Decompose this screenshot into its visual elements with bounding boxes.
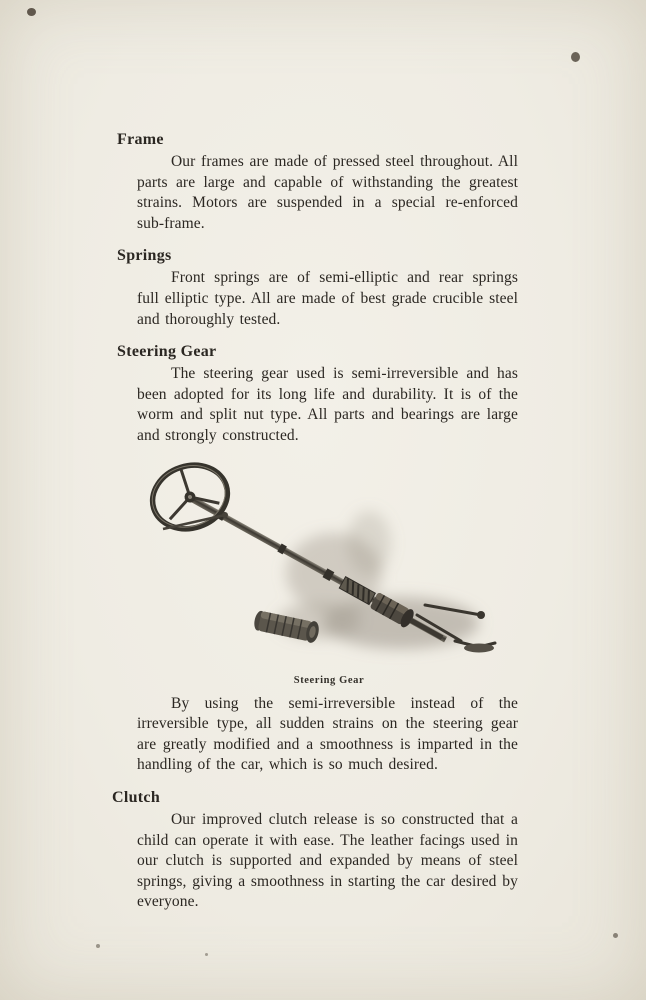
steering-gear-figure <box>129 455 529 686</box>
scan-speck <box>96 944 100 948</box>
bracket-base <box>464 643 494 652</box>
section-paragraph-clutch: Our improved clutch release is so constructed that a child can operate it with ease. The leather facings used in our clutch is supported and expanded by means of steel springs, giving a smoothness in starting the car desired by everyone. <box>137 810 518 911</box>
section-heading-springs: Springs <box>117 247 172 265</box>
section-clutch <box>112 788 520 913</box>
section-paragraph-springs: Front springs are of semi-elliptic and rear springs full elliptic type. All are made of best grade crucible steel and thoroughly tested. <box>137 269 518 328</box>
scan-speck <box>613 933 618 938</box>
steering-gear-illustration <box>129 455 529 675</box>
figure-caption: Steering Gear <box>293 674 365 686</box>
section-paragraph-steering-gear: The steering gear used is semi-irreversible and has been adopted for its long life and durability. It is of the worm and split nut type. All parts and bearings are large and strongly constructed. <box>137 365 518 444</box>
arm-joint <box>477 611 485 619</box>
section-heading-frame: Frame <box>117 131 164 148</box>
section-heading-steering-gear: Steering Gear <box>117 343 217 361</box>
scan-speck <box>571 52 580 62</box>
after-figure-paragraph: By using the semi-irreversible instead of the irreversible type, all sudden strains on the steering gear are greatly modified and a smoothness is imparted in the handling of the car, which is so much desired. <box>137 694 518 774</box>
section-heading-clutch: Clutch <box>112 788 161 806</box>
steering-wheel <box>144 455 235 537</box>
page-content <box>112 118 520 919</box>
scan-speck <box>27 8 36 16</box>
section-steering-gear <box>117 343 520 446</box>
section-springs <box>117 247 520 330</box>
control-lever-knob <box>222 512 228 518</box>
section-paragraph-frame: Our frames are made of pressed steel throughout. All parts are large and capable of withstanding the greatest strains. Motors are suspended in a special re-enforced sub-frame. <box>137 153 518 232</box>
section-frame <box>117 131 520 234</box>
scan-speck <box>205 953 208 956</box>
